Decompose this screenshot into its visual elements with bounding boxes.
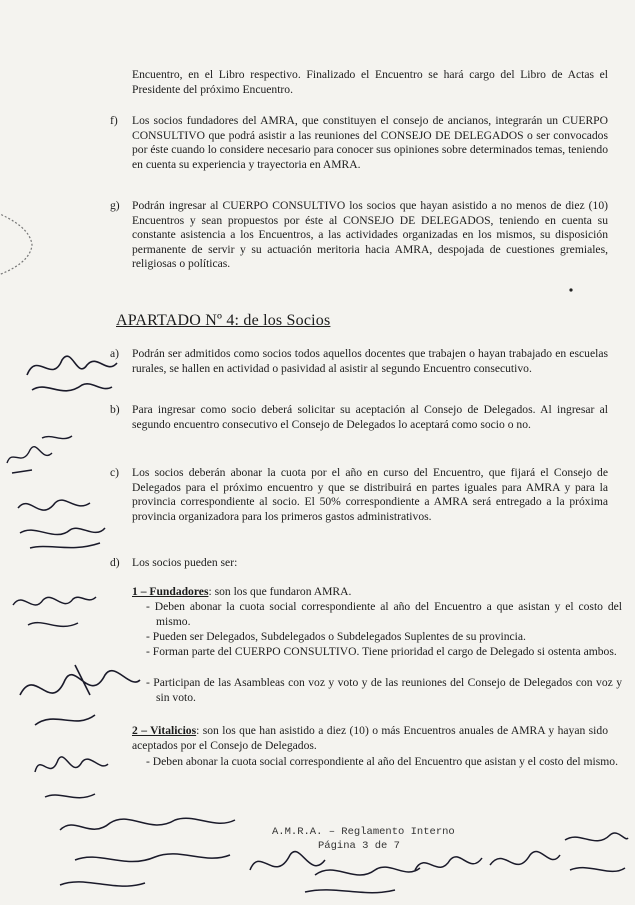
item-b — [110, 403, 608, 432]
handwritten-signature — [245, 830, 425, 905]
fundadores-bullet-2: - Pueden ser Delegados, Subdelegados o Subdelegados Suplentes de su provincia. — [146, 630, 526, 643]
item-marker: g) — [110, 199, 120, 212]
paragraph-g — [110, 199, 608, 272]
item-d — [110, 556, 608, 571]
fundadores-title: 1 – Fundadores — [132, 585, 209, 598]
paragraph-f — [110, 114, 608, 172]
fundadores-heading — [132, 585, 608, 600]
handwritten-signature — [15, 655, 145, 740]
vitalicios-title: 2 – Vitalicios — [132, 724, 197, 737]
item-text: Podrán ser admitidos como socios todos aquellos docentes que trabajen o hayan trabajado en escuelas rurales, se hallen en actividad o pasividad al asistir al segundo Encuentro consecutivo. — [132, 347, 608, 375]
handwritten-signature — [10, 488, 110, 563]
fundadores-description: : son los que fundaron AMRA. — [208, 585, 352, 598]
item-marker: f) — [110, 114, 118, 127]
item-marker: c) — [110, 466, 120, 479]
handwritten-signature — [55, 805, 245, 900]
stamp-fragment — [0, 200, 40, 285]
handwritten-signature — [8, 585, 98, 640]
fundadores-bullet-4: - Participan de las Asambleas con voz y voto y de las reuniones del Consejo de Delegados con voz y sin voto. — [146, 676, 622, 704]
item-marker: d) — [110, 556, 120, 569]
ink-mark — [568, 280, 574, 298]
vitalicios-bullet-1: - Deben abonar la cuota social correspondiente al año del Encuentro que asistan y el costo del mismo. — [146, 755, 618, 768]
item-text: Para ingresar como socio deberá solicitar su aceptación al Consejo de Delegados. Al ingresar al segundo encuentro consecutivo el Consejo de Delegados lo aceptará como socio o no. — [132, 403, 608, 431]
fundadores-bullet-1: - Deben abonar la cuota social correspondiente al año del Encuentro a que asistan y el costo del mismo. — [146, 600, 622, 628]
vitalicios-heading — [132, 724, 608, 753]
handwritten-signature — [22, 345, 122, 410]
handwritten-signature — [410, 820, 630, 905]
vitalicios-description: : son los que han asistido a diez (10) o más Encuentros anuales de AMRA y hayan sido aceptados por el Consejo de Delegados. — [132, 724, 608, 752]
item-text: Los socios deberán abonar la cuota por el año en curso del Encuentro, que fijará el Consejo de Delegados para el próximo encuentro y que se distribuirá en partes iguales para AMRA y para la provincia correspondiente al socio. El 50% correspondiente a AMRA será entregado a la próxima provincia organizadora para los primeros gastos administrativos. — [132, 466, 608, 523]
item-marker: a) — [110, 347, 120, 360]
section-heading: APARTADO Nº 4: de los Socios — [116, 312, 331, 329]
footer-title: A.M.R.A. – Reglamento Interno — [272, 826, 455, 838]
item-text: Los socios pueden ser: — [132, 556, 238, 569]
handwritten-signature — [2, 428, 82, 483]
item-c — [110, 466, 608, 524]
paragraph-continuation: Encuentro, en el Libro respectivo. Finalizado el Encuentro se hará cargo del Libro de Actas el Presidente del próximo Encuentro. — [132, 68, 608, 96]
fundadores-bullet-3: - Forman parte del CUERPO CONSULTIVO. Tiene prioridad el cargo de Delegado si ostenta ambos. — [146, 645, 617, 658]
item-marker: b) — [110, 403, 120, 416]
paragraph-text: Los socios fundadores del AMRA, que constituyen el consejo de ancianos, integrarán un CUERPO CONSULTIVO que podrá asistir a las reuniones del CONSEJO DE DELEGADOS o ser convocados por éste cuando lo considere necesario para conocer sus opiniones sobre determinados temas, teniendo en cuenta su experiencia y trayectoria en AMRA. — [132, 114, 608, 171]
footer-page-number: Página 3 de 7 — [318, 840, 400, 852]
paragraph-text: Podrán ingresar al CUERPO CONSULTIVO los socios que hayan asistido a no menos de diez (10) Encuentros y sean propuestos por éste al CONSEJO DE DELEGADOS, teniendo en cuenta su constante asistencia a los Encuentros, a las actividades organizadas en los mismos, su disposición permanente de servir y su actuación meritoria hacia AMRA, despojada de cuestiones gremiales, religiosas o políticas. — [132, 199, 608, 271]
item-a — [110, 347, 608, 376]
